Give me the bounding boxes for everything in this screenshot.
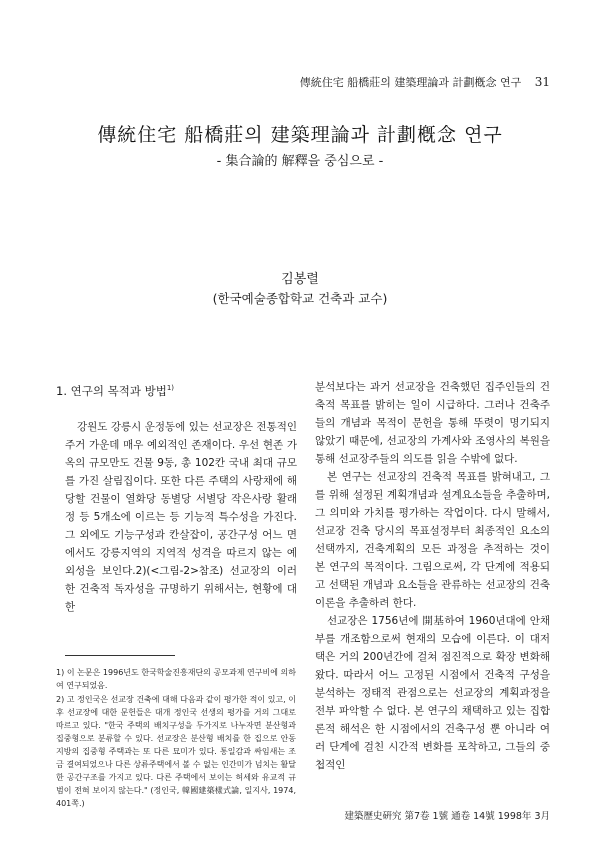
author-name: 김봉렬 bbox=[281, 272, 319, 287]
footnote: 1) 이 논문은 1996년도 한국학술진흥재단의 공모과제 연구비에 의하여 연구되었음. bbox=[56, 668, 296, 690]
body-paragraph: 분석보다는 과거 선교장을 건축했던 집주인들의 건축적 목표를 밝히는 일이 시급하다. 그러나 건축주들의 개념과 목적이 문헌을 통해 뚜렷이 명기되지 않았기 때문에, 선교장의 가계사와 조영사의 복원을 통해 선교장주들의 의도를 읽을 수밖에 없다. bbox=[315, 381, 550, 465]
right-column bbox=[315, 378, 550, 774]
section-heading-note: 1) bbox=[166, 384, 174, 392]
footnote-rule bbox=[65, 655, 175, 656]
author-affiliation: (한국예술종합학교 건축과 교수) bbox=[212, 291, 388, 306]
running-head bbox=[250, 74, 550, 90]
paper-title: 傳統住宅 船橋莊의 建築理論과 計劃槪念 연구 bbox=[97, 124, 503, 146]
paper-subtitle: - 集合論的 解釋을 중심으로 - bbox=[216, 154, 384, 169]
page-number: 31 bbox=[534, 75, 550, 89]
section-heading bbox=[56, 379, 297, 400]
section-heading-text: 1. 연구의 목적과 방법 bbox=[56, 383, 167, 398]
body-paragraph: 선교장은 1756년에 開基하여 1960년대에 안채부를 개조함으로써 현재의 모습에 이른다. 이 대저택은 거의 200년간에 걸쳐 점진적으로 확장 변화해 왔다. 따라서 어느 고정된 시점에서 건축적 구성을 분석하는 정태적 관점으로는 선교장의 계획과정을 전부 파악할 수 없다. 본 연구의 채택하고 있는 집합론적 해석은 한 시점에서의 건축구성 뿐 아니라 여러 단계에 걸친 시간적 변화를 포착하고, 그들의 중첩적인 bbox=[315, 615, 550, 771]
left-column bbox=[56, 379, 297, 616]
journal-footer: 建築歷史硏究 第7卷 1號 通卷 14號 1998年 3月 bbox=[344, 811, 550, 822]
body-paragraph: 본 연구는 선교장의 건축적 목표를 밝혀내고, 그를 위해 설정된 계획개념과 설계요소들을 추출하며, 그 의미와 가치를 평가하는 작업이다. 다시 말해서, 선교장 건축 당시의 목표설정부터 최종적인 요소의 선택까지, 건축계획의 모든 과정을 추적하는 것이 본 연구의 목적이다. 그림으로써, 각 단계에 적용되고 선택된 개념과 요소들을 관류하는 선교장의 건축이론을 추출하려 한다. bbox=[315, 471, 550, 609]
footnote: 2) 고 정인국은 선교장 건축에 대해 다음과 같이 평가한 적이 있고, 이후 선교장에 대한 문헌들은 대개 정인국 선생의 평가를 거의 그대로 따르고 있다. "한국 주택의 배치구성을 두가지로 나누자면 분산형과 집중형으로 분류할 수 있다. 선교장은 분산형 배치를 한 집으로 안동지방의 집중형 주택과는 또 다른 묘미가 있다. 통일감과 싸임새는 조금 결여되었으나 다른 상류주택에서 볼 수 없는 인간미가 넘치는 활달한 공간구조를 가지고 있다. 다른 주택에서 보이는 허세와 유교적 규범이 전혀 보이지 않는다." (정인국, 韓國建築樣式論, 일지사, 1974, 401쪽.) bbox=[56, 695, 296, 808]
running-head-text: 傳統住宅 船橋莊의 建築理論과 計劃槪念 연구 bbox=[299, 76, 522, 89]
body-paragraph: 강원도 강릉시 운정동에 있는 선교장은 전통적인 주거 가운데 매우 예외적인 존재이다. 우선 현존 가옥의 규모만도 건물 9동, 총 102칸 국내 최대 규모를 가진 살림집이다. 또한 다른 주택의 사랑채에 해당할 건물이 열화당 동별당 서별당 작은사랑 활래정 등 5개소에 이르는 등 기능적 특수성을 가진다. 그 외에도 기능구성과 칸살잡이, 공간구성 어느 면에서도 강릉지역의 지역적 성격을 따르지 않는 예외성을 보인다.2)(<그림-2>참조) 선교장의 이러한 건축적 독자성을 규명하기 위해서는, 현황에 대한 bbox=[65, 420, 297, 613]
footnotes bbox=[56, 666, 296, 811]
